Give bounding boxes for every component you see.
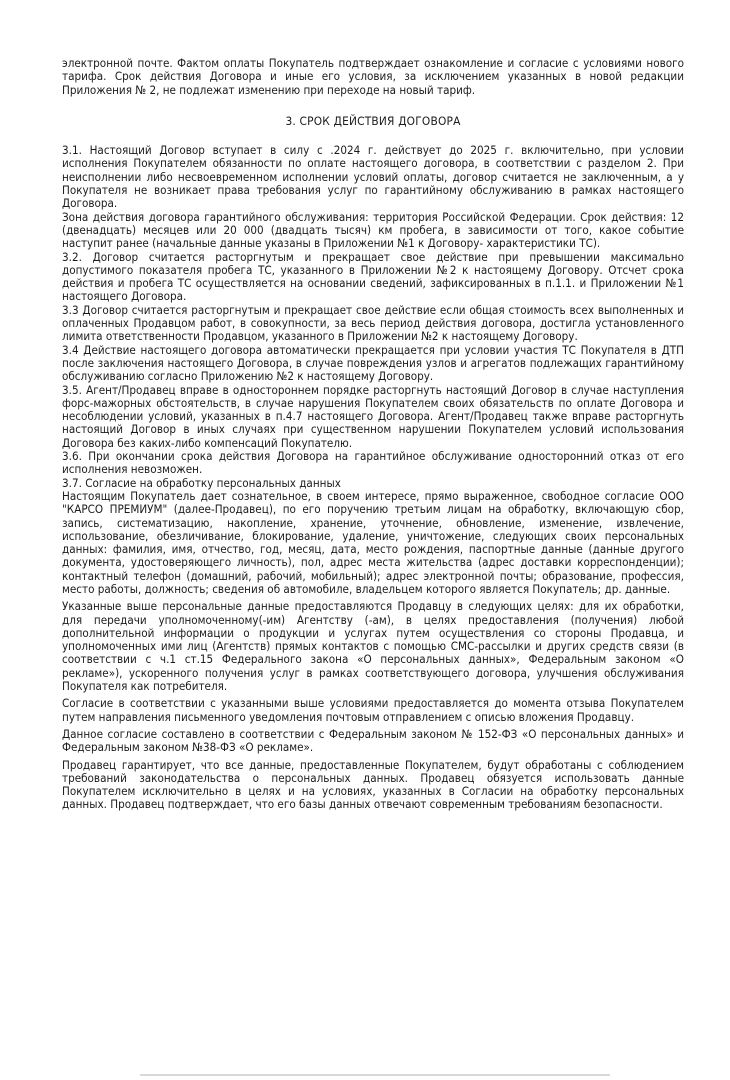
clause-3-1: 3.1. Настоящий Договор вступает в силу с .2024 г. действует до 2025 г. включительно, при условии исполнения Покупателем обязанности по оплате настоящего договора, в соответствии с разделом 2. При неисполнении либо несвоевременном исполнении условий оплаты, договор считается не заключенным, а у Покупателя не возникает права требования услуг по гарантийному обслуживанию в рамках настоящего Договора. — [62, 143, 684, 211]
guarantee-paragraph: Продавец гарантирует, что все данные, предоставленные Покупателем, будут обработаны с соблюдением требований законодательства о персональных данных. Продавец обязуется использовать данные Покупателем исключительно в целях и на условиях, указанных в Согласии на обработку персональных данных. Продавец подтверждает, что его базы данных отвечают современным требованиям безопасности. — [62, 757, 684, 812]
clause-3-4: 3.4 Действие настоящего договора автоматически прекращается при условии участия ТС Покупателя в ДТП после заключения настоящего Договора, в случае повреждения узлов и агрегатов подлежащих гарантийному обслуживанию согласно Приложению №2 к настоящему Договору. — [62, 342, 684, 384]
legal-basis-paragraph: Данное согласие составлено в соответствии с Федеральным законом № 152-ФЗ «О персональных данных» и Федеральным законом №38-ФЗ «О рекламе». — [62, 726, 684, 755]
clause-3-5: 3.5. Агент/Продавец вправе в одностороннем порядке расторгнуть настоящий Договор в случае наступления форс-мажорных обстоятельств, в случае нарушения Покупателем своих обязательств по оплате Договора и несоблюдении условий, указанных в п.4.7 настоящего Договора. Агент/Продавец также вправе расторгнуть настоящий Договор в иных случаях при существенном нарушении Покупателем условий использования Договора без каких-либо компенсаций Покупателю. — [62, 382, 684, 450]
clause-3-7-heading: 3.7. Согласие на обработку персональных данных — [62, 475, 341, 490]
consent-paragraph: Настоящим Покупатель дает сознательное, в своем интересе, прямо выраженное, свободное согласие ООО "КАРСО ПРЕМИУМ" (далее-Продавец), по его поручению третьим лицам на обработку, включающую сбор, запись, систематизацию, накопление, хранение, уточнение, обновление, изменение, извлечение, использование, обезличивание, блокирование, удаление, уничтожение, следующих своих персональных данных: фамилия, имя, отчество, год, месяц, дата, место рождения, паспортные данные (данные другого документа, удостоверяющего личность), пол, адрес места жительства (адрес доставки корреспонденции); контактный телефон (домашний, рабочий, мобильный); адрес электронной почты; образование, профессия, место работы, должность; сведения об автомобиле, владельцем которого является Покупатель; др. данные. — [62, 488, 684, 596]
purposes-paragraph: Указанные выше персональные данные предоставляются Продавцу в следующих целях: для их обработки, для передачи уполномоченному(-им) Агентству (-ам), в целях предоставления (получения) любой дополнительной информации о продукции и услугах путем осуществления со стороны Продавца, и уполномоченных ими лиц (Агентств) прямых контактов с помощью СМС-рассылки и других средств связи (в соответствии с ч.1 ст.15 Федерального закона «О персональных данных», Федеральным законом «О рекламе»), ускоренного получения услуг в рамках соответствующего договора, улучшения обслуживания Покупателя как потребителя. — [62, 599, 684, 694]
clause-3-6: 3.6. При окончании срока действия Договора на гарантийное обслуживание односторонний отказ от его исполнения невозможен. — [62, 449, 684, 477]
section-title: 3. СРОК ДЕЙСТВИЯ ДОГОВОРА — [285, 113, 461, 128]
intro-paragraph: электронной почте. Фактом оплаты Покупатель подтверждает ознакомление и согласие с условиями нового тарифа. Срок действия Договора и иные его условия, за исключением указанных в новой редакции Приложения № 2, не подлежат изменению при переходе на новый тариф. — [62, 56, 684, 97]
document-body — [62, 57, 684, 812]
clause-3-3: 3.3 Договор считается расторгнутым и прекращает свое действие если общая стоимость всех выполненных и оплаченных Продавцом работ, в совокупности, за весь период действия договора, достигла установленного лимита ответственности Продавцом, указанного в Приложении №2 к настоящему Договору. — [62, 302, 684, 344]
warranty-zone-paragraph: Зона действия договора гарантийного обслуживания: территория Российской Федерации. Срок действия: 12 (двенадцать) месяцев или 20 000 (двадцать тысяч) км пробега, в зависимости от того, какое событие наступит ранее (начальные данные указаны в Приложении №1 к Договору- характеристики ТС). — [62, 209, 684, 251]
scan-edge-line — [140, 1074, 610, 1076]
clause-3-2: 3.2. Договор считается расторгнутым и прекращает свое действие при превышении максимально допустимого показателя пробега ТС, указанного в Приложении №2 к настоящему Договору. Отсчет срока действия и пробега ТС осуществляется на основании сведений, зафиксированных в п.1.1. и Приложении №1 настоящего Договора. — [62, 249, 684, 304]
revocation-paragraph: Согласие в соответствии с указанными выше условиями предоставляется до момента отзыва Покупателем путем направления письменного уведомления почтовым отправлением с описью вложения Продавцу. — [62, 696, 684, 724]
